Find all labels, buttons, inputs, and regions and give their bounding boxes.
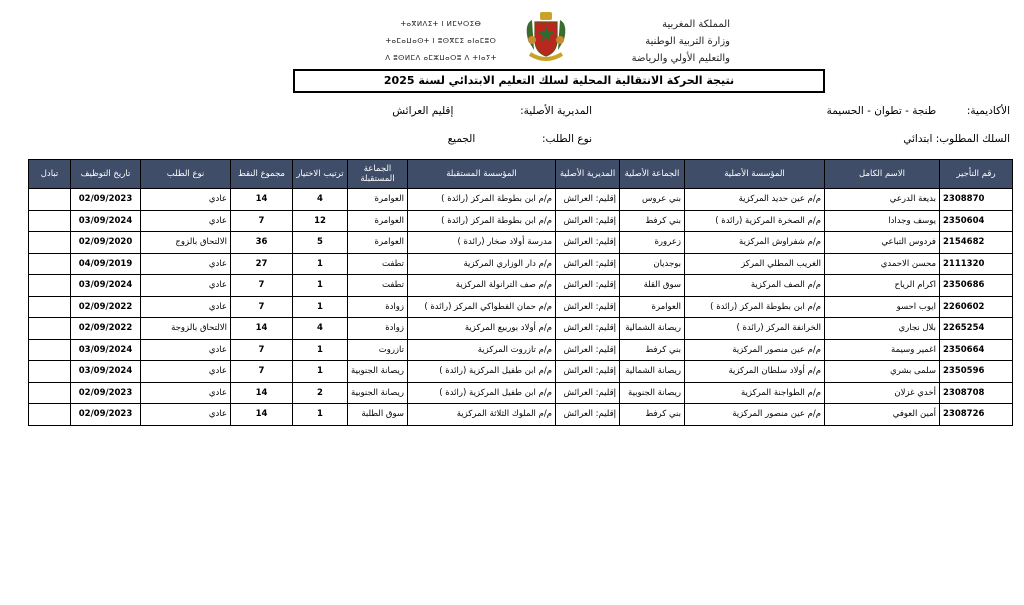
request-value: الجميع xyxy=(447,133,476,145)
table-row xyxy=(29,189,1013,211)
document-header xyxy=(0,10,1024,70)
tifinagh-line-2: ⵜⴰⵎⴰⵡⴰⵙⵜ ⵏ ⵓⵙⴳⵎⵉ ⴰⵏⴰⵎⵓⵔ xyxy=(385,37,497,45)
request-type-cell: عادي xyxy=(141,275,231,297)
destination-school-cell: م/م دار الوزاري المركزية xyxy=(408,253,556,275)
hire-date-cell: 03/09/2024 xyxy=(71,275,141,297)
employee-id-cell: 2260602 xyxy=(940,296,1013,318)
origin-school-cell: الخرانفة المركز (رائدة ) xyxy=(685,318,825,340)
column-header: الجماعة الأصلية xyxy=(620,160,685,189)
employee-id-cell: 2350686 xyxy=(940,275,1013,297)
request-type-cell: عادي xyxy=(141,296,231,318)
destination-school-cell: م/م الملوك الثلاثة المركزية xyxy=(408,404,556,426)
hire-date-cell: 02/09/2022 xyxy=(71,296,141,318)
employee-id-cell: 2265254 xyxy=(940,318,1013,340)
column-header: تبادل xyxy=(29,160,71,189)
destination-school-cell: م/م ابن طفيل المركزية (رائدة ) xyxy=(408,382,556,404)
academy-label: الأكاديمية: xyxy=(966,105,1010,117)
total-points-cell: 14 xyxy=(231,189,293,211)
full-name-cell: بديعة الدرعي xyxy=(825,189,940,211)
full-name-cell: اكرام الرياح xyxy=(825,275,940,297)
exchange-cell xyxy=(29,275,71,297)
origin-direction-cell: إقليم: العرائش xyxy=(556,382,620,404)
total-points-cell: 14 xyxy=(231,382,293,404)
origin-school-cell: م/م الطواجنة المركزية xyxy=(685,382,825,404)
origin-direction-cell: إقليم: العرائش xyxy=(556,189,620,211)
hire-date-cell: 03/09/2024 xyxy=(71,210,141,232)
exchange-cell xyxy=(29,339,71,361)
hire-date-cell: 04/09/2019 xyxy=(71,253,141,275)
choice-rank-cell: 1 xyxy=(293,253,348,275)
ministry-name-arabic xyxy=(570,16,730,67)
full-name-cell: أخدي غزلان xyxy=(825,382,940,404)
origin-school-cell: م/م شفراوش المركزية xyxy=(685,232,825,254)
employee-id-cell: 2111320 xyxy=(940,253,1013,275)
column-header: نوع الطلب xyxy=(141,160,231,189)
employee-id-cell: 2308726 xyxy=(940,404,1013,426)
origin-commune-cell: ريصانة الشمالية xyxy=(620,361,685,383)
exchange-cell xyxy=(29,253,71,275)
origin-direction-cell: إقليم: العرائش xyxy=(556,404,620,426)
destination-school-cell: م/م صف الترانولة المركزية xyxy=(408,275,556,297)
request-type-cell: الالتحاق بالزوج xyxy=(141,232,231,254)
destination-commune-cell: زوادة xyxy=(348,318,408,340)
destination-school-cell: م/م ابن بطوطة المركز (رائدة ) xyxy=(408,210,556,232)
origin-school-cell: م/م ابن بطوطة المركز (رائدة ) xyxy=(685,296,825,318)
employee-id-cell: 2350596 xyxy=(940,361,1013,383)
choice-rank-cell: 1 xyxy=(293,275,348,297)
origin-school-cell: م/م عين حديد المركزية xyxy=(685,189,825,211)
origin-commune-cell: العوامرة xyxy=(620,296,685,318)
employee-id-cell: 2350664 xyxy=(940,339,1013,361)
choice-rank-cell: 12 xyxy=(293,210,348,232)
full-name-cell: بلال نجاري xyxy=(825,318,940,340)
choice-rank-cell: 1 xyxy=(293,296,348,318)
hire-date-cell: 02/09/2023 xyxy=(71,382,141,404)
full-name-cell: سلمى بشري xyxy=(825,361,940,383)
origin-school-cell: الغريب المطلي المركز xyxy=(685,253,825,275)
origin-direction-cell: إقليم: العرائش xyxy=(556,318,620,340)
column-header: ترتيب الاختيار xyxy=(293,160,348,189)
employee-id-cell: 2350604 xyxy=(940,210,1013,232)
request-type-cell: عادي xyxy=(141,361,231,383)
direction-info xyxy=(392,105,592,117)
total-points-cell: 7 xyxy=(231,361,293,383)
results-table xyxy=(28,159,1013,426)
request-type-cell: عادي xyxy=(141,339,231,361)
request-type-cell: الالتحاق بالزوجة xyxy=(141,318,231,340)
column-header: المديرية الأصلية xyxy=(556,160,620,189)
destination-commune-cell: سوق الطلبة xyxy=(348,404,408,426)
table-header-row xyxy=(29,160,1013,189)
exchange-cell xyxy=(29,404,71,426)
destination-commune-cell: زوادة xyxy=(348,296,408,318)
choice-rank-cell: 4 xyxy=(293,189,348,211)
table-row xyxy=(29,253,1013,275)
cycle-info xyxy=(903,133,1010,145)
origin-commune-cell: ريصانة الجنوبية xyxy=(620,382,685,404)
tifinagh-line-3: ⴷ ⵓⵙⵍⵎⴷ ⴰⵎⵣⵡⴰⵔⵓ ⴷ ⵜⵏⴰⵢⵜ xyxy=(385,54,497,62)
request-type-cell: عادي xyxy=(141,210,231,232)
ministry-label-1: وزارة التربية الوطنية xyxy=(645,36,730,47)
table-row xyxy=(29,296,1013,318)
direction-value: إقليم العرائش xyxy=(392,105,454,117)
document-title: نتيجة الحركة الانتقالية المحلية لسلك التعليم الابتدائي لسنة 2025 xyxy=(293,69,825,93)
destination-commune-cell: ريصانة الجنوبية xyxy=(348,382,408,404)
total-points-cell: 7 xyxy=(231,210,293,232)
table-row xyxy=(29,210,1013,232)
choice-rank-cell: 4 xyxy=(293,318,348,340)
origin-direction-cell: إقليم: العرائش xyxy=(556,339,620,361)
column-header: تاريخ التوظيف xyxy=(71,160,141,189)
table-row xyxy=(29,361,1013,383)
destination-school-cell: م/م حمان الفطواكي المركز (رائدة ) xyxy=(408,296,556,318)
full-name-cell: أمين العوفي xyxy=(825,404,940,426)
table-row xyxy=(29,232,1013,254)
hire-date-cell: 02/09/2023 xyxy=(71,189,141,211)
destination-school-cell: م/م تازروت المركزية xyxy=(408,339,556,361)
origin-direction-cell: إقليم: العرائش xyxy=(556,361,620,383)
destination-school-cell: م/م ابن بطوطة المركز (رائدة ) xyxy=(408,189,556,211)
request-type-cell: عادي xyxy=(141,404,231,426)
total-points-cell: 14 xyxy=(231,318,293,340)
origin-commune-cell: زعرورة xyxy=(620,232,685,254)
request-type-cell: عادي xyxy=(141,382,231,404)
employee-id-cell: 2308708 xyxy=(940,382,1013,404)
full-name-cell: اغمير وسيمة xyxy=(825,339,940,361)
hire-date-cell: 03/09/2024 xyxy=(71,339,141,361)
origin-direction-cell: إقليم: العرائش xyxy=(556,232,620,254)
exchange-cell xyxy=(29,232,71,254)
full-name-cell: يوسف وجدادا xyxy=(825,210,940,232)
destination-school-cell: م/م أولاد بوربيع المركزية xyxy=(408,318,556,340)
choice-rank-cell: 5 xyxy=(293,232,348,254)
employee-id-cell: 2154682 xyxy=(940,232,1013,254)
destination-commune-cell: العوامرة xyxy=(348,189,408,211)
column-header: الجماعة المستقبلة xyxy=(348,160,408,189)
request-label: نوع الطلب: xyxy=(541,133,592,145)
destination-commune-cell: تازروت xyxy=(348,339,408,361)
cycle-value: ابتدائي xyxy=(903,133,933,145)
ministry-label-2: والتعليم الأولي والرياضة xyxy=(631,53,730,64)
origin-school-cell: م/م الصف المركزية xyxy=(685,275,825,297)
table-row xyxy=(29,382,1013,404)
destination-school-cell: مدرسة أولاد صخار (رائدة ) xyxy=(408,232,556,254)
origin-commune-cell: ريصانة الشمالية xyxy=(620,318,685,340)
tifinagh-line-1: ⵜⴰⴳⵍⴷⵉⵜ ⵏ ⵍⵎⵖⵔⵉⴱ xyxy=(400,20,482,28)
origin-direction-cell: إقليم: العرائش xyxy=(556,275,620,297)
total-points-cell: 7 xyxy=(231,275,293,297)
request-type-cell: عادي xyxy=(141,253,231,275)
origin-direction-cell: إقليم: العرائش xyxy=(556,296,620,318)
origin-commune-cell: بوجديان xyxy=(620,253,685,275)
column-header: مجموع النقط xyxy=(231,160,293,189)
origin-commune-cell: بني عروس xyxy=(620,189,685,211)
full-name-cell: ايوب احسو xyxy=(825,296,940,318)
table-row xyxy=(29,318,1013,340)
exchange-cell xyxy=(29,296,71,318)
destination-commune-cell: ريصانة الجنوبية xyxy=(348,361,408,383)
full-name-cell: فردوس التباعي xyxy=(825,232,940,254)
hire-date-cell: 02/09/2022 xyxy=(71,318,141,340)
origin-commune-cell: بني كرفط xyxy=(620,339,685,361)
origin-commune-cell: سوق القلة xyxy=(620,275,685,297)
exchange-cell xyxy=(29,382,71,404)
origin-school-cell: م/م أولاد سلطان المركزية xyxy=(685,361,825,383)
academy-value: طنجة - تطوان - الحسيمة xyxy=(826,105,937,117)
choice-rank-cell: 2 xyxy=(293,382,348,404)
direction-label: المديرية الأصلية: xyxy=(520,105,592,117)
column-header: رقم التأجير xyxy=(940,160,1013,189)
total-points-cell: 36 xyxy=(231,232,293,254)
ministry-name-tifinagh xyxy=(366,16,516,67)
table-row xyxy=(29,404,1013,426)
column-header: المؤسسة المستقبلة xyxy=(408,160,556,189)
choice-rank-cell: 1 xyxy=(293,404,348,426)
origin-direction-cell: إقليم: العرائش xyxy=(556,210,620,232)
academy-info xyxy=(827,105,1010,117)
exchange-cell xyxy=(29,189,71,211)
coat-of-arms-icon xyxy=(522,10,570,68)
origin-school-cell: م/م عين منصور المركزية xyxy=(685,339,825,361)
origin-direction-cell: إقليم: العرائش xyxy=(556,253,620,275)
total-points-cell: 7 xyxy=(231,339,293,361)
choice-rank-cell: 1 xyxy=(293,361,348,383)
exchange-cell xyxy=(29,361,71,383)
destination-commune-cell: العوامرة xyxy=(348,210,408,232)
full-name-cell: محسن الاحمدي xyxy=(825,253,940,275)
kingdom-label: المملكة المغربية xyxy=(662,19,730,30)
employee-id-cell: 2308870 xyxy=(940,189,1013,211)
hire-date-cell: 02/09/2020 xyxy=(71,232,141,254)
origin-commune-cell: بني كرفط xyxy=(620,210,685,232)
destination-commune-cell: تطفت xyxy=(348,275,408,297)
exchange-cell xyxy=(29,210,71,232)
request-type-info xyxy=(448,133,592,145)
choice-rank-cell: 1 xyxy=(293,339,348,361)
origin-school-cell: م/م الصخرة المركزية (رائدة ) xyxy=(685,210,825,232)
total-points-cell: 14 xyxy=(231,404,293,426)
table-row xyxy=(29,339,1013,361)
request-type-cell: عادي xyxy=(141,189,231,211)
origin-school-cell: م/م عين منصور المركزية xyxy=(685,404,825,426)
destination-school-cell: م/م ابن طفيل المركزية (رائدة ) xyxy=(408,361,556,383)
hire-date-cell: 03/09/2024 xyxy=(71,361,141,383)
origin-commune-cell: بني كرفط xyxy=(620,404,685,426)
column-header: الاسم الكامل xyxy=(825,160,940,189)
table-row xyxy=(29,275,1013,297)
total-points-cell: 27 xyxy=(231,253,293,275)
destination-commune-cell: تطفت xyxy=(348,253,408,275)
cycle-label: السلك المطلوب: xyxy=(935,133,1010,145)
hire-date-cell: 02/09/2023 xyxy=(71,404,141,426)
destination-commune-cell: العوامرة xyxy=(348,232,408,254)
column-header: المؤسسة الأصلية xyxy=(685,160,825,189)
total-points-cell: 7 xyxy=(231,296,293,318)
exchange-cell xyxy=(29,318,71,340)
